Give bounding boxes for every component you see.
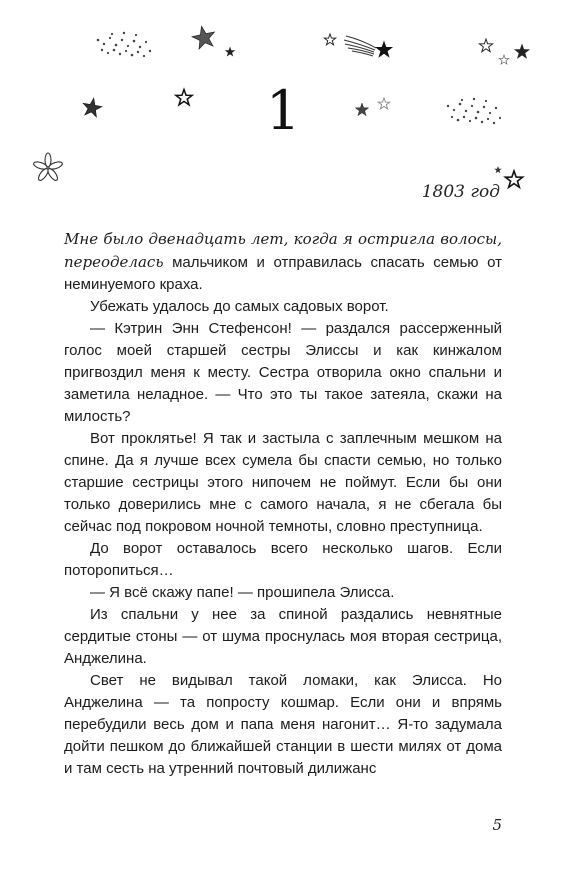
star-icon [324, 34, 335, 45]
flower-star-icon [33, 153, 63, 182]
star-icon [505, 171, 522, 187]
star-icon [81, 97, 103, 118]
chapter-year: 1803 год [421, 182, 500, 202]
paragraph: Вот проклятье! Я так и застыла с заплечным мешком на спине. Да я лучше всех сумела бы спасти семью, но только старшие сестрицы этого нипочем не поймут. Если бы они только доверились мне с самого начала, я не сбегала бы сейчас под покровом ночной темноты, словно преступница. [64, 430, 502, 535]
page-number: 5 [492, 816, 502, 834]
paragraph: Из спальни у нее за спиной раздались невнятные сердитые стоны — от шума проснулась моя вторая сестрица, Анджелина. [64, 606, 502, 667]
star-icon [225, 47, 235, 57]
star-icon [479, 39, 492, 52]
star-icon [190, 24, 217, 50]
chapter-text [64, 228, 502, 780]
paragraph [64, 228, 502, 296]
star-icon [355, 103, 368, 116]
star-icon [375, 41, 393, 58]
comet-tail [344, 36, 376, 56]
paragraph-text: мальчиком и отправилась спасать семью от неминуемого краха. [64, 254, 502, 293]
dot-cluster-left [97, 32, 152, 57]
star-icon [176, 90, 192, 105]
chapter-number: 1 [266, 79, 301, 142]
paragraph: Свет не видывал такой ломаки, как Элисса. Но Анджелина — та попросту кошмар. Если они и впрямь перебудили весь дом и папа меня нагонит… Я-то задумала дойти пешком до ближайшей станции в шести милях от дома и там сесть на утренний почтовый дилижанс [64, 672, 502, 777]
star-icon [494, 166, 502, 173]
dot-cluster-right [447, 98, 501, 124]
star-icon [378, 98, 389, 109]
paragraph: Убежать удалось до самых садовых ворот. [90, 298, 389, 315]
lead-in-text: Мне было двенадцать лет, когда я остригла волосы, переоделась [64, 230, 502, 271]
star-icon [514, 44, 530, 59]
star-icon [499, 55, 509, 64]
paragraph: — Кэтрин Энн Стефенсон! — раздался рассерженный голос моей старшей сестры Элиссы и как кинжалом пригвоздил меня к месту. Сестра отворила окно спальни и заметила неладное. — Что это ты такое затеяла, скажи на милость? [64, 320, 502, 425]
paragraph: До ворот оставалось всего несколько шагов. Если поторопиться… [64, 540, 502, 579]
paragraph: — Я всё скажу папе! — прошипела Элисса. [90, 584, 395, 601]
